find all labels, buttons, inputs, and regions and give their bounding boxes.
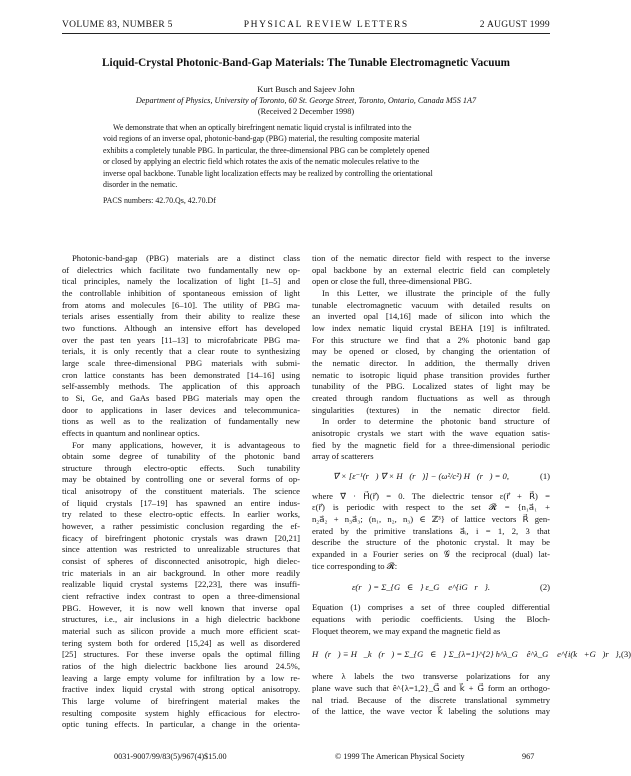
- header-rule: [62, 33, 550, 34]
- text-line: Equation (1) comprises a set of three coupled differential: [312, 602, 550, 613]
- text-line: ratios of the high dielectric backbone lies around 24.5%,: [62, 660, 300, 671]
- text-line: tical principles, namely the localization of light [1–5] and: [62, 276, 300, 287]
- text-line: tering system both for ordered [15,24] as well as disordered: [62, 637, 300, 648]
- text-line: ficacy of birefringent photonic crystals was drawn [20,21]: [62, 532, 300, 543]
- issue-date: 2 AUGUST 1999: [479, 20, 550, 30]
- text-line: For this structure we find that a 2% photonic band gap: [312, 334, 550, 345]
- affiliation: Department of Physics, University of Toronto, 60 St. George Street, Toronto, Ontario, Canada M5S 1A7: [135, 96, 477, 105]
- text-line: terials, it is only recently that a clear route to synthesizing: [62, 346, 300, 357]
- text-line: cron lattice constants has been demonstrated [14–16] using: [62, 369, 300, 380]
- text-line: created through random fluctuations as well as through: [312, 392, 550, 403]
- text-line: structure through electro-optic effects. Such tunability: [62, 462, 300, 473]
- text-line: For many applications, however, it is advantageous to: [72, 439, 300, 450]
- text-line: over the past ten years [11–13] to microfabricate PBG ma-: [62, 334, 300, 345]
- text-line: however, a rather pessimistic conclusion regarding the ef-: [62, 521, 300, 532]
- text-line: describe the structure of the photonic crystal. It may be: [312, 537, 550, 548]
- text-line: consist of spheres of disconnected anisotropic, high dielec-: [62, 556, 300, 567]
- text-line: terials arises essentially from their ability to realize these: [62, 311, 300, 322]
- text-line: try related to these electro-optic effects. In earlier works,: [62, 509, 300, 520]
- abstract-line: disorder in the nematic.: [103, 180, 178, 190]
- running-header: [62, 20, 550, 30]
- text-line: large scale three-dimensional PBG materials with submi-: [62, 357, 300, 368]
- text-line: tions as well as to the realization of fundamentally new: [62, 416, 300, 427]
- text-line: PBG. However, it is now well known that inverse opal: [62, 602, 300, 613]
- text-line: tice corresponding to 𝓡:: [312, 560, 398, 571]
- text-line: Photonic-band-gap (PBG) materials are a distinct class: [72, 253, 300, 263]
- equation-3-number: (3): [620, 648, 631, 659]
- equation-1: [312, 463, 550, 491]
- text-line: to Si, Ge, and GaAs based PBG materials may open the: [62, 392, 300, 403]
- text-line: In order to determine the photonic band structure of: [322, 416, 550, 427]
- text-line: low index nematic liquid crystal BEHA [19] is infiltrated.: [312, 322, 550, 333]
- text-line: fractive index liquid crystal with strong optical anisotropy.: [62, 684, 300, 695]
- text-line: may be opened or closed, by changing the orientation of: [312, 346, 550, 357]
- text-line: cient refractive index contrast to open a three-dimensional: [62, 591, 300, 602]
- footer-code: 0031-9007/99/83(5)/967(4)$15.00: [114, 752, 227, 761]
- text-line: erated by the primitive translations a⃗ᵢ, i = 1, 2, 3 that: [312, 525, 550, 536]
- text-line: fied by the magnetic field for a three-dimensional periodic: [312, 439, 550, 450]
- text-line: of dielectrics which facilitate two fundamentally new op-: [62, 264, 300, 275]
- pacs-numbers: PACS numbers: 42.70.Qs, 42.70.Df: [103, 196, 216, 205]
- text-line: self-assembly methods. The application of this approach: [62, 381, 300, 392]
- text-line: the nematic director. In addition, the thermally driven: [312, 357, 550, 368]
- text-line: an inverted opal [14,16] made of silicon into which the: [312, 311, 550, 322]
- abstract-line: We demonstrate that when an optically birefringent nematic liquid crystal is infiltrated into the: [113, 123, 412, 132]
- received-date: (Received 2 December 1998): [257, 107, 355, 116]
- text-line: ε(r⃗) is periodic with respect to the set 𝓡 = {n₁a⃗₁ +: [312, 502, 550, 513]
- equation-2-number: (2): [539, 581, 550, 592]
- text-line: tical anisotropy of the constituent materials. The science: [62, 486, 300, 497]
- text-line: optic tuning effects. In particular, a change in the orienta-: [62, 719, 300, 730]
- abstract-line: void regions of an inverse opal, photonic-band-gap (PBG) material, the resulting composite material: [103, 134, 420, 144]
- page-number: 967: [522, 752, 535, 761]
- abstract-line: exhibits a completely tunable PBG. In particular, the three-dimensional PBG can be completely opened: [103, 145, 430, 155]
- text-line: n₂a⃗₂ + n₃a⃗₃; (n₁, n₂, n₃) ∈ ℤ³} of lattice vectors R⃗ gen-: [312, 514, 550, 525]
- text-line: from atoms and molecules [6–10]. The utility of PBG ma-: [62, 299, 300, 310]
- text-line: [25] structures. For these inverse opals the optimal filling: [62, 649, 300, 660]
- text-line: plane wave such that ê^{λ=1,2}_G⃗ and k⃗ + G⃗ form an orthogo-: [312, 683, 550, 694]
- text-line: of liquid crystals [17–19] has spawned an entire indus-: [62, 497, 300, 508]
- text-line: resulting composite system highly efficacious for electro-: [62, 707, 300, 718]
- text-line: anisotropic crystals we start with the wave equation satis-: [312, 427, 550, 438]
- text-line: structures, i.e., air inclusions in a high dielectric backbone: [62, 614, 300, 625]
- text-line: effects in quantum and nonlinear optics.: [62, 427, 200, 438]
- text-line: since attention was restricted to unrealizable structures that: [62, 544, 300, 555]
- equation-2: [312, 572, 550, 602]
- abstract-line: inverse opal backbone. Tunable light localization effects may be realized by controlling the orientational: [103, 168, 433, 178]
- text-line: door to applications in laser devices and telecommunica-: [62, 404, 300, 415]
- text-line: obtain some degree of tunability of the photonic band: [62, 451, 300, 462]
- left-column: [62, 253, 300, 731]
- text-line: realizable liquid crystal systems [22,23], there was insuffi-: [62, 579, 300, 590]
- text-line: array of scatterers: [312, 451, 374, 462]
- text-line: the controllable inhibition of spontaneous emission of light: [62, 287, 300, 298]
- equation-1-number: (1): [539, 470, 550, 481]
- text-line: nal triad. Because of the discrete translational symmetry: [312, 694, 550, 705]
- text-line: open or close the full, three-dimensional PBG.: [312, 276, 472, 287]
- text-line: Floquet theorem, we may expand the magnetic field as: [312, 625, 501, 636]
- text-line: expanded in a Fourier series on 𝒢 the reciprocal (dual) lat-: [312, 549, 550, 560]
- footer-copyright: © 1999 The American Physical Society: [335, 752, 465, 761]
- text-line: where λ labels the two transverse polarizations for any: [312, 671, 550, 682]
- text-line: nematic to isotropic liquid phase transition provides further: [312, 369, 550, 380]
- equation-3: [312, 637, 631, 671]
- authors: Kurt Busch and Sajeev John: [257, 84, 355, 94]
- equation-1-body: ∇⃗ × [ε⁻¹(r⃗) ∇⃗ × H⃗(r⃗)] − (ω²/c²) H⃗(r⃗) = 0,: [333, 470, 509, 481]
- equation-2-body: ε(r⃗) = Σ_{G⃗∈𝒢} ε_G⃗ e^{iG⃗r⃗}.: [351, 581, 491, 592]
- text-line: equations with periodic coefficients. Using the Bloch-: [312, 614, 550, 625]
- text-line: may be obtained by controlling one or several forms of op-: [62, 474, 300, 485]
- journal-name: PHYSICAL REVIEW LETTERS: [243, 20, 409, 30]
- text-line: tion of the nematic director field with respect to the inverse: [312, 253, 550, 263]
- abstract: [103, 122, 507, 190]
- text-line: opal backbone by an external electric field can completely: [312, 264, 550, 275]
- text-line: leaving a large empty volume for infiltration by a low re-: [62, 672, 300, 683]
- text-line: singularities (textures) in the nematic director field.: [312, 404, 550, 415]
- text-line: where ∇⃗ · H⃗(r⃗) = 0. The dielectric tensor ε(r⃗ + R⃗) =: [312, 490, 550, 501]
- right-column: [312, 253, 631, 718]
- volume-number: VOLUME 83, NUMBER 5: [62, 20, 173, 30]
- abstract-line: or closed by applying an electric field which rotates the axis of the nematic molecules relative to the: [103, 157, 420, 167]
- text-line: two functions. Although an intensive effort has developed: [62, 322, 300, 333]
- text-line: tunability of the PBG. Localized states of light may be: [312, 381, 550, 392]
- paper-title: Liquid-Crystal Photonic-Band-Gap Materials: The Tunable Electromagnetic Vacuum: [102, 57, 510, 69]
- text-line: In this Letter, we illustrate the principle of the fully: [322, 287, 550, 298]
- text-line: tric materials in an air background. In other more readily: [62, 567, 300, 578]
- text-line: of the lattice, the wave vector k⃗ labeling the solutions may: [312, 706, 550, 717]
- text-line: This large volume of birefringent material makes the: [62, 695, 300, 706]
- text-line: tunable electromagnetic vacuum with detailed results on: [312, 299, 550, 310]
- equation-3-body: H⃗(r⃗) ≡ H⃗_k⃗(r⃗) = Σ_{G⃗∈𝒢} Σ_{λ=1}^{2} h^λ_G⃗ ê^λ_G⃗ e^{i(k⃗+G⃗)r⃗},: [312, 648, 621, 659]
- text-line: material such as silicon provide a much more efficient scat-: [62, 626, 300, 636]
